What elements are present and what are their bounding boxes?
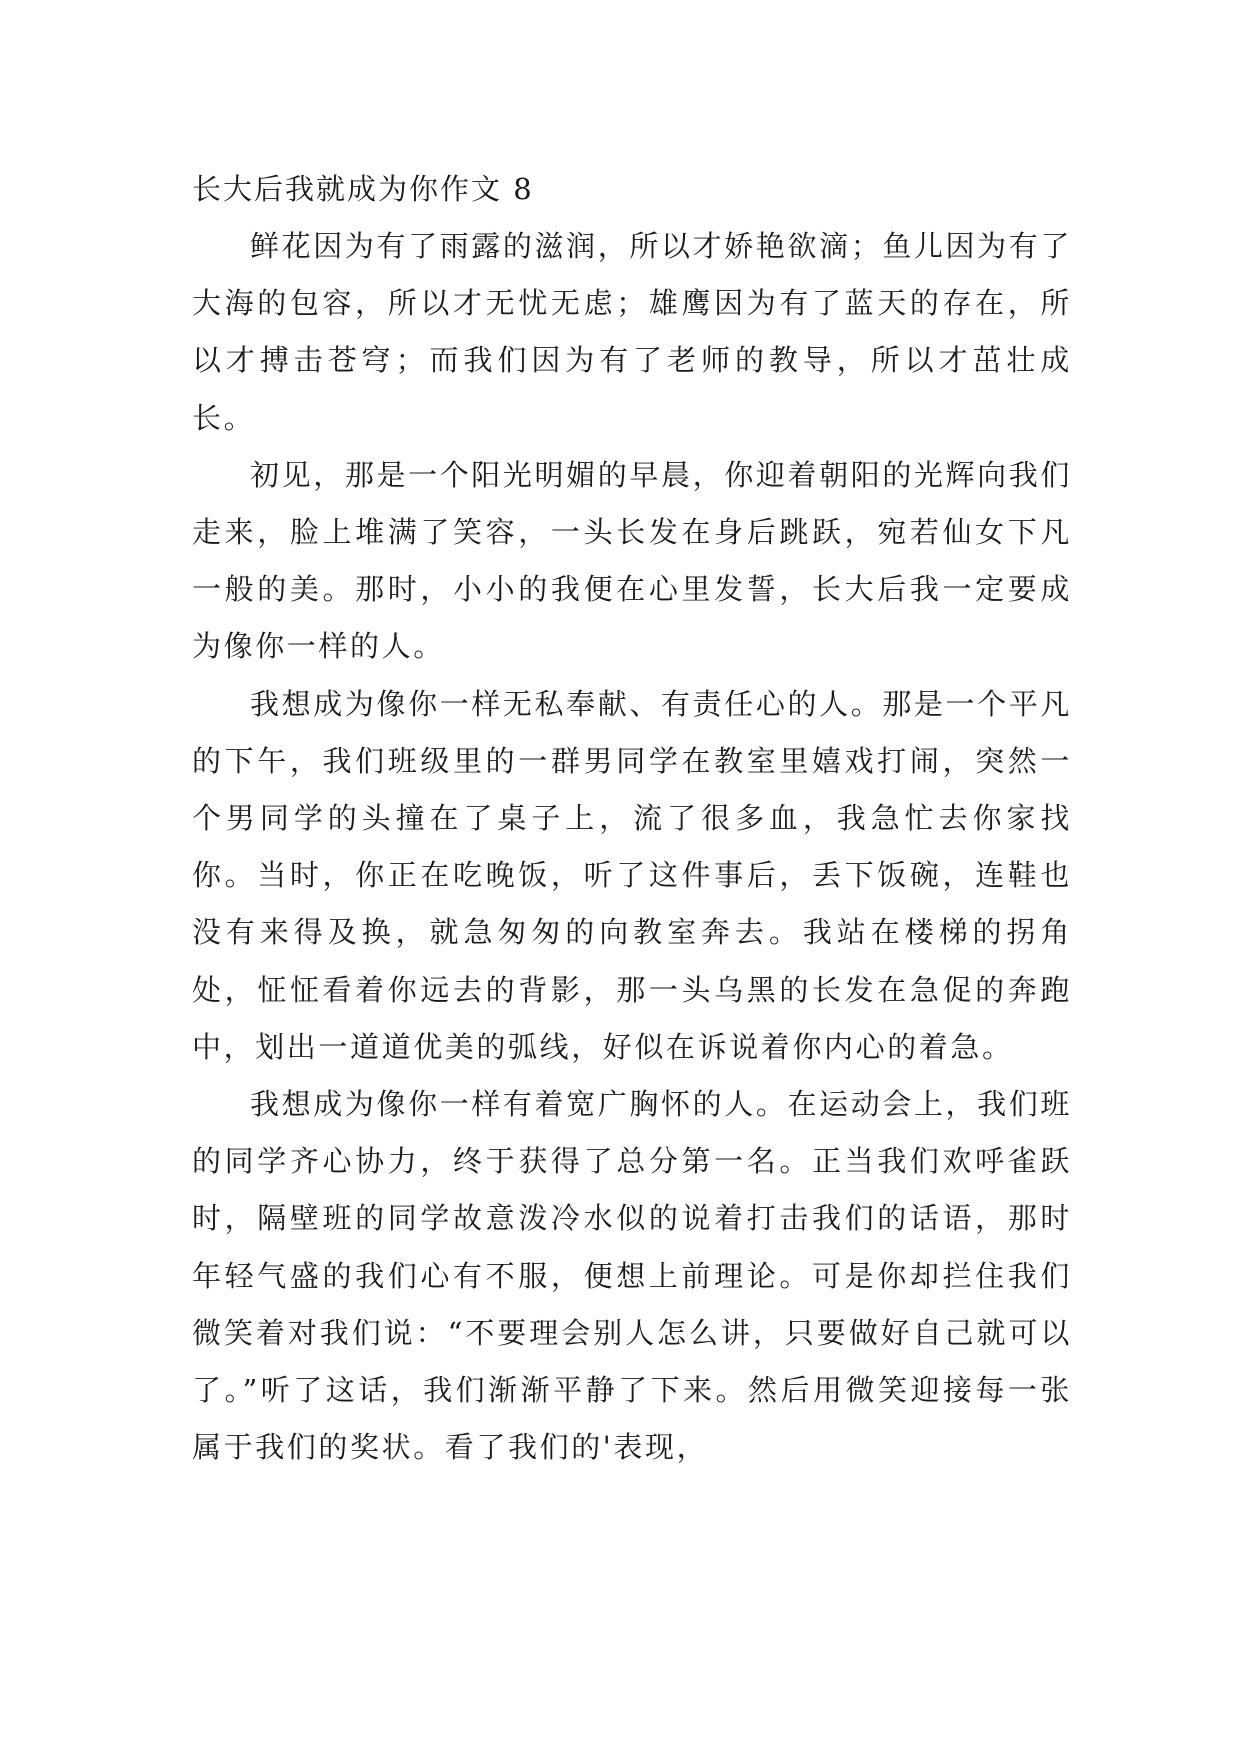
document-title: 长大后我就成为你作文 8 — [192, 172, 534, 206]
paragraph-4: 我想成为像你一样有着宽广胸怀的人。在运动会上，我们班的同学齐心协力，终于获得了总分第一名。正当我们欢呼雀跃时，隔壁班的同学故意泼冷水似的说着打击我们的话语，那时年轻气盛的我们心有不服，便想上前理论。可是你却拦住我们微笑着对我们说：“不要理会别人怎么讲，只要做好自己就可以了。”听了这话，我们渐渐平静了下来。然后用微笑迎接每一张属于我们的奖状。看了我们的'表现， — [192, 1087, 1072, 1465]
paragraph-1: 鲜花因为有了雨露的滋润，所以才娇艳欲滴；鱼儿因为有了大海的包容，所以才无忧无虑；雄鹰因为有了蓝天的存在，所以才搏击苍穹；而我们因为有了老师的教导，所以才茁壮成长。 — [192, 229, 1072, 435]
paragraph-3: 我想成为像你一样无私奉献、有责任心的人。那是一个平凡的下午，我们班级里的一群男同学在教室里嬉戏打闹，突然一个男同学的头撞在了桌子上，流了很多血，我急忙去你家找你。当时，你正在吃晚饭，听了这件事后，丢下饭碗，连鞋也没有来得及换，就急匆匆的向教室奔去。我站在楼梯的拐角处，怔怔看着你远去的背影，那一头乌黑的长发在急促的奔跑中，划出一道道优美的弧线，好似在诉说着你内心的着急。 — [192, 686, 1072, 1064]
paragraph-2: 初见，那是一个阳光明媚的早晨，你迎着朝阳的光辉向我们走来，脸上堆满了笑容，一头长发在身后跳跃，宛若仙女下凡一般的美。那时，小小的我便在心里发誓，长大后我一定要成为像你一样的人。 — [192, 457, 1072, 664]
document-body — [192, 160, 1072, 1476]
